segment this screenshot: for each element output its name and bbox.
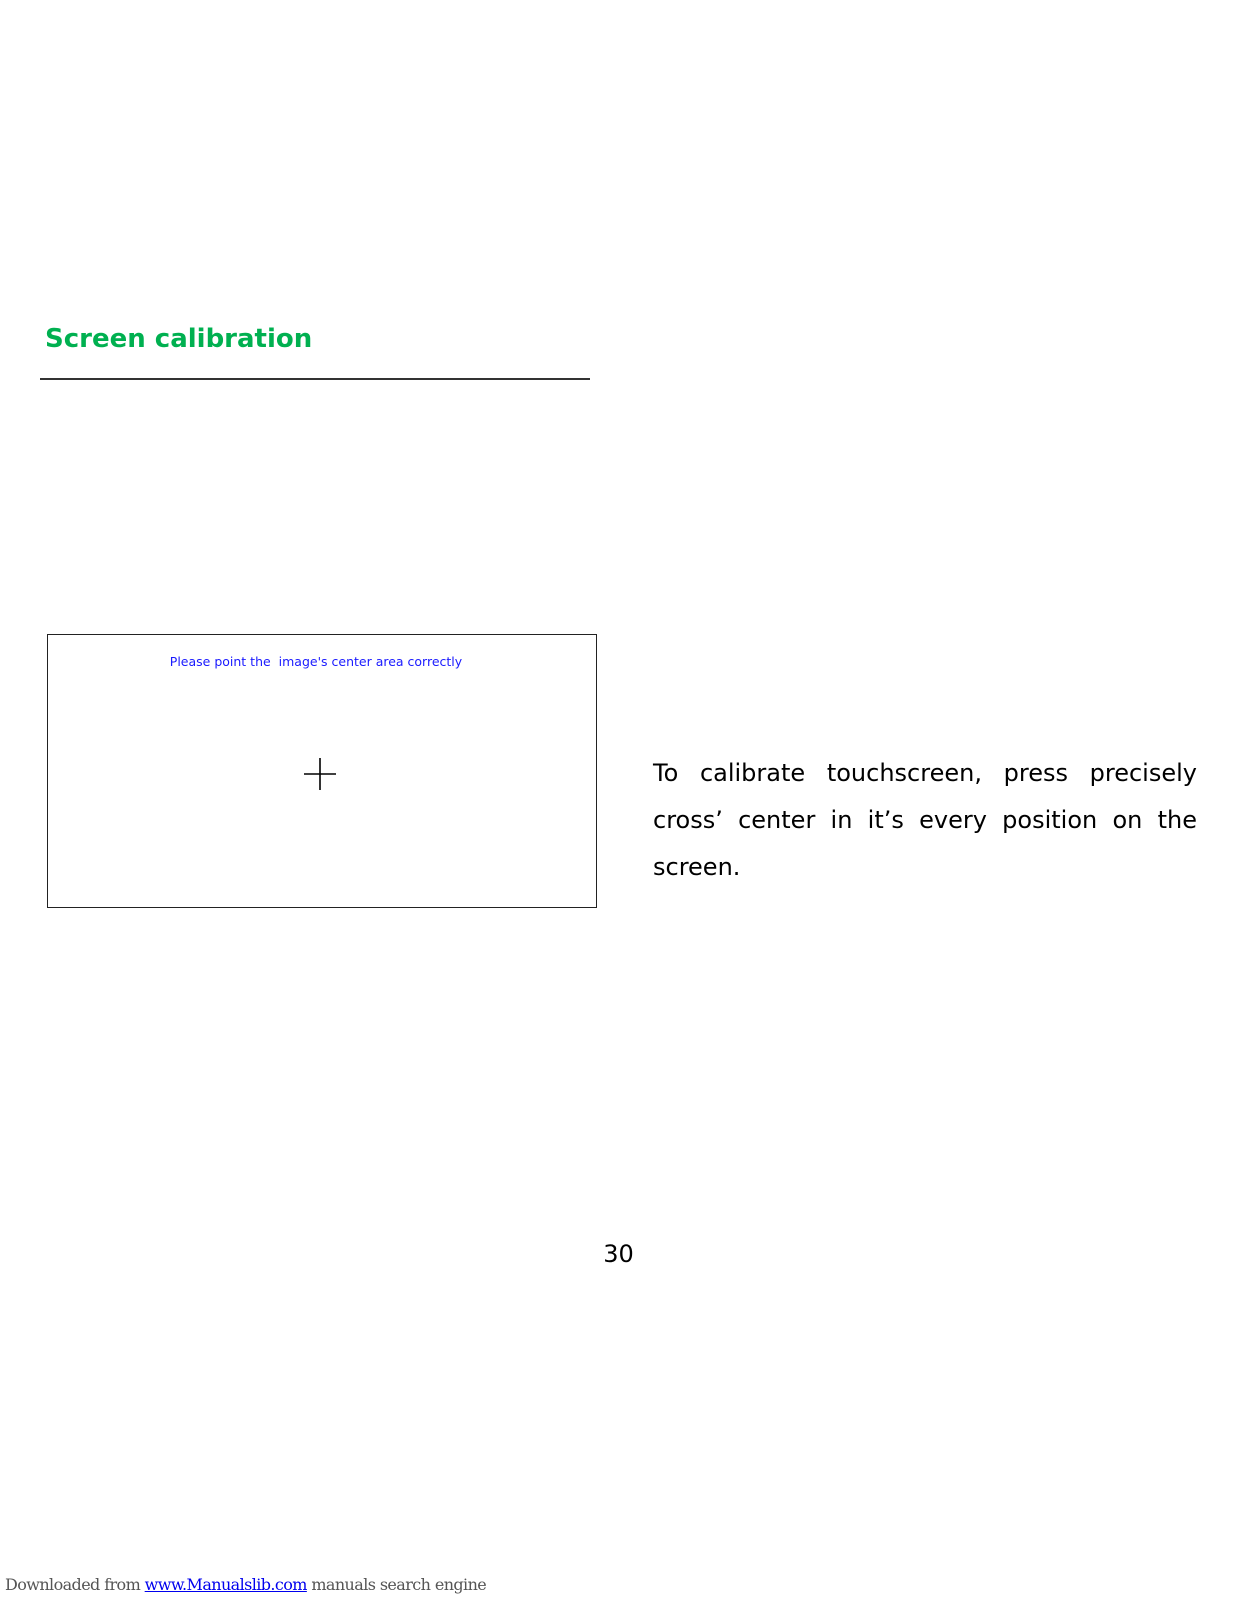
calibration-prompt: Please point the image's center area correctly [169,654,463,669]
page-number: 30 [603,1240,634,1268]
instruction-text: To calibrate touchscreen, press precisely cross’ center in it’s every position on the screen. [653,759,1197,881]
calibration-screen [47,634,597,908]
crosshair-icon[interactable] [304,758,336,790]
manualslib-link[interactable]: www.Manualslib.com [144,1575,307,1594]
title-divider [40,378,590,380]
footer-prefix: Downloaded from [5,1575,145,1594]
footer [5,1575,486,1594]
section-title: Screen calibration [45,324,313,354]
footer-suffix: manuals search engine [306,1575,487,1594]
